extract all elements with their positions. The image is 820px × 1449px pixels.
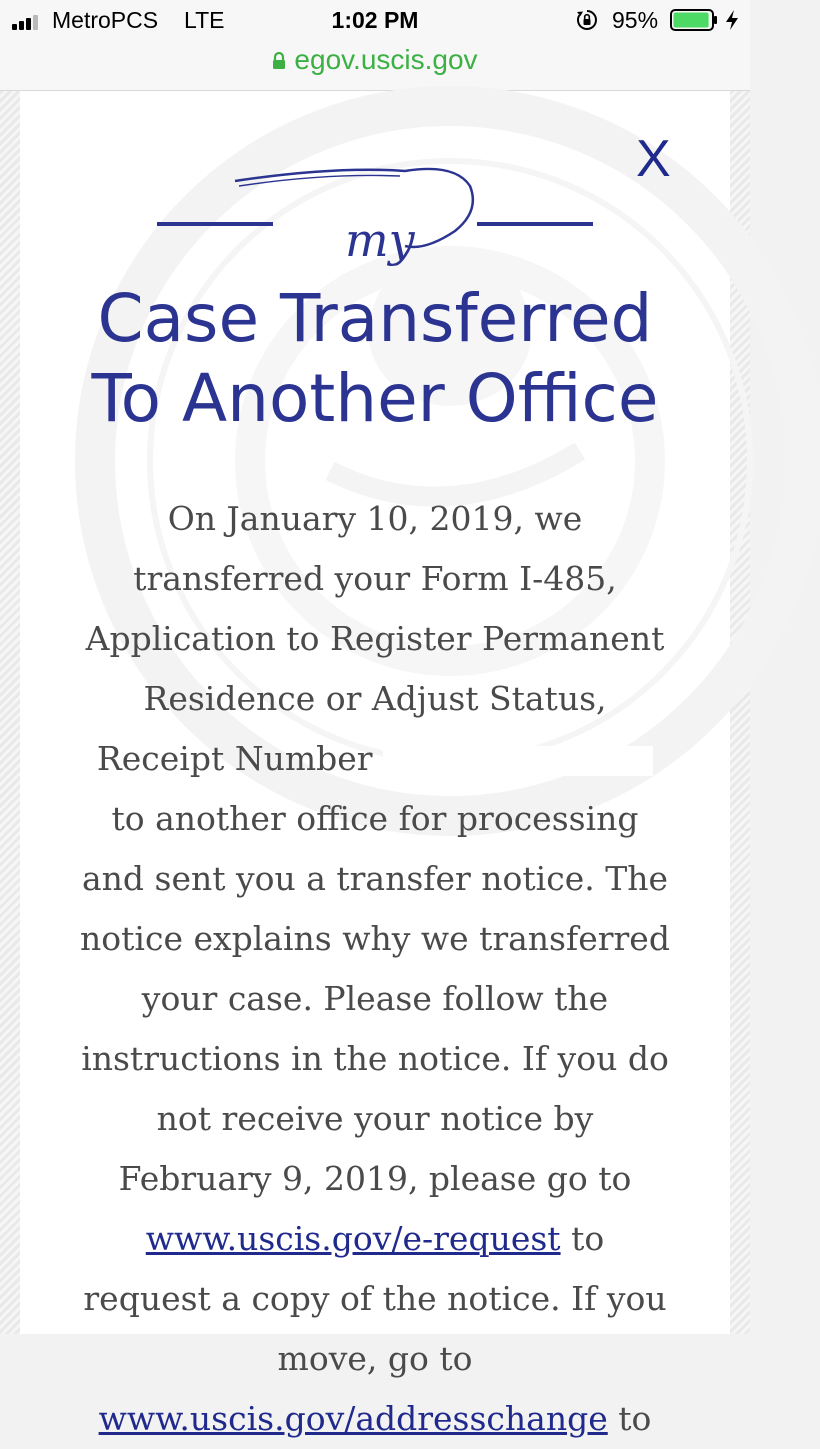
description-part-4: to: [618, 1399, 652, 1438]
logo-text: my: [345, 213, 415, 267]
page-background-left: [0, 91, 20, 1334]
network-type: LTE: [184, 7, 225, 33]
title-line-2: To Another Office: [91, 360, 659, 437]
clock: 1:02 PM: [331, 7, 419, 33]
browser-url-bar[interactable]: [0, 40, 750, 91]
redacted-receipt-number: [383, 746, 653, 776]
my-uscis-logo: [155, 151, 595, 281]
status-bar: [0, 0, 750, 40]
description-part-2: to another office for processing and sent you a transfer notice. The notice explains why we transferred your case. Please follow the instructions in the notice. If you do not receive your notice by February 9, 2019, please go to: [80, 799, 670, 1198]
secure-lock-icon: [272, 52, 286, 70]
close-button[interactable]: X: [636, 130, 671, 188]
case-status-title: [20, 279, 730, 439]
battery-icon: [670, 9, 718, 31]
description-part-1: On January 10, 2019, we transferred your Form I-485, Application to Register Permanent Residence or Adjust Status, Receipt Number: [85, 499, 665, 778]
case-status-description: [78, 489, 672, 1449]
case-status-modal: [20, 91, 730, 1438]
address-change-link[interactable]: www.uscis.gov/addresschange: [98, 1399, 608, 1438]
description-part-3: to request a copy of the notice. If you move, go to: [83, 1219, 667, 1378]
charging-bolt-icon: [724, 9, 740, 31]
battery-percent: 95%: [612, 7, 659, 33]
url-text[interactable]: egov.uscis.gov: [294, 44, 478, 75]
title-line-1: Case Transferred: [97, 280, 653, 357]
carrier-name: MetroPCS: [52, 7, 159, 33]
rotation-lock-icon: [576, 9, 598, 31]
e-request-link[interactable]: www.uscis.gov/e-request: [145, 1219, 561, 1258]
